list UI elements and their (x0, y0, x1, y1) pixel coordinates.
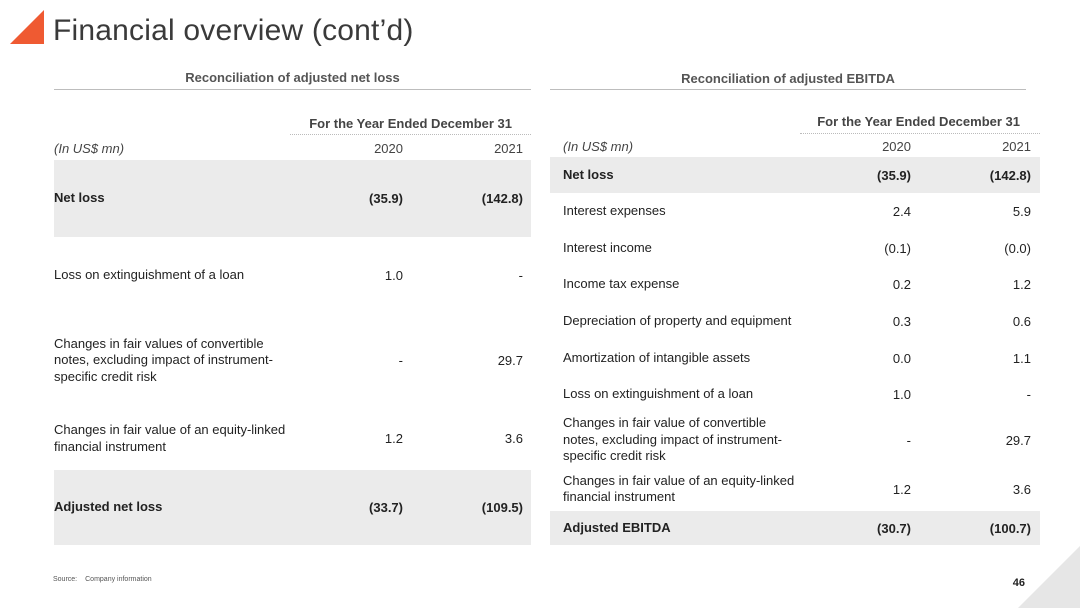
table-row (550, 266, 1040, 303)
brand-logo-icon (10, 10, 44, 44)
row-label: Net loss (54, 190, 105, 206)
value-2021: 29.7 (497, 353, 523, 368)
slide-title: Financial overview (cont’d) (53, 14, 414, 47)
heading-divider (550, 89, 1026, 90)
value-2021: 3.6 (1012, 481, 1031, 497)
value-2021: (142.8) (481, 191, 523, 206)
table-heading: Reconciliation of adjusted EBITDA (681, 71, 895, 86)
source-text: Company information (85, 576, 152, 583)
period-header: For the Year Ended December 31 (309, 116, 512, 131)
heading-divider (54, 89, 531, 90)
table-row (550, 376, 1040, 413)
table-row (550, 511, 1040, 545)
table-row (54, 470, 531, 545)
row-label: Changes in fair value of an equity-linked financial instrument (563, 472, 795, 504)
source-note (53, 576, 152, 583)
row-label: Income tax expense (563, 276, 680, 292)
unit-label: (In US$ mn) (563, 139, 634, 154)
value-2020: 1.0 (892, 387, 911, 402)
row-label: Changes in fair value of convertible notes, excluding impact of instrument-specific credit risk (563, 415, 782, 464)
value-2020: 1.0 (384, 268, 403, 283)
table-row (550, 340, 1040, 376)
table-row (54, 160, 531, 237)
value-2021: 29.7 (1005, 432, 1031, 448)
value-2020: (33.7) (369, 500, 403, 515)
value-2020: - (906, 432, 911, 448)
value-2021: - (518, 268, 523, 283)
value-2020: 1.2 (384, 431, 403, 446)
value-2021: 3.6 (504, 431, 523, 446)
table-row (550, 303, 1040, 340)
period-divider (800, 133, 1040, 134)
value-2021: 5.9 (1012, 204, 1031, 219)
adjusted-net-loss-table (54, 68, 531, 548)
year-header-2021: 2021 (494, 141, 523, 156)
table-row (550, 230, 1040, 266)
row-label: Adjusted EBITDA (563, 519, 671, 535)
value-2020: (35.9) (877, 167, 911, 183)
value-2020: - (398, 353, 403, 368)
value-2021: 1.2 (1012, 277, 1031, 292)
value-2020: 1.2 (892, 481, 911, 497)
table-row (550, 193, 1040, 230)
value-2020: 0.2 (892, 277, 911, 292)
row-label: Depreciation of property and equipment (563, 313, 792, 329)
value-2021: (0.0) (1004, 240, 1031, 256)
source-label: Source: (53, 576, 78, 583)
row-label: Interest income (563, 239, 652, 255)
table-heading: Reconciliation of adjusted net loss (185, 70, 400, 85)
value-2020: (0.1) (884, 240, 911, 256)
value-2020: (30.7) (877, 520, 911, 536)
value-2021: - (1026, 387, 1031, 402)
year-header-2020: 2020 (374, 141, 403, 156)
unit-label: (In US$ mn) (54, 141, 125, 156)
value-2021: (100.7) (989, 520, 1031, 536)
value-2021: (109.5) (481, 500, 523, 515)
row-label: Interest expenses (563, 203, 666, 219)
table-row (54, 407, 531, 470)
value-2021: 1.1 (1012, 350, 1031, 366)
row-label: Net loss (563, 166, 614, 182)
corner-decoration (1010, 538, 1080, 608)
period-header: For the Year Ended December 31 (817, 114, 1020, 129)
table-row (54, 237, 531, 314)
table-row (550, 467, 1040, 511)
value-2020: (35.9) (369, 191, 403, 206)
value-2021: 0.6 (1012, 314, 1031, 329)
value-2020: 0.0 (892, 350, 911, 366)
page-number: 46 (1012, 577, 1025, 589)
period-divider (290, 134, 531, 135)
table-row (54, 314, 531, 407)
adjusted-ebitda-table (550, 68, 1040, 548)
row-label: Loss on extinguishment of a loan (563, 386, 754, 402)
row-label: Amortization of intangible assets (563, 349, 751, 365)
year-header-2020: 2020 (882, 139, 911, 154)
value-2020: 2.4 (892, 204, 911, 219)
row-label: Changes in fair value of an equity-linked financial instrument (54, 422, 286, 454)
table-row (550, 413, 1040, 467)
row-label: Adjusted net loss (54, 499, 163, 515)
value-2020: 0.3 (892, 314, 911, 329)
year-header-2021: 2021 (1002, 139, 1031, 154)
row-label: Loss on extinguishment of a loan (54, 267, 245, 283)
row-label: Changes in fair values of convertible notes, excluding impact of instrument-specific credit risk (54, 335, 273, 384)
value-2021: (142.8) (989, 167, 1031, 183)
table-row (550, 157, 1040, 193)
